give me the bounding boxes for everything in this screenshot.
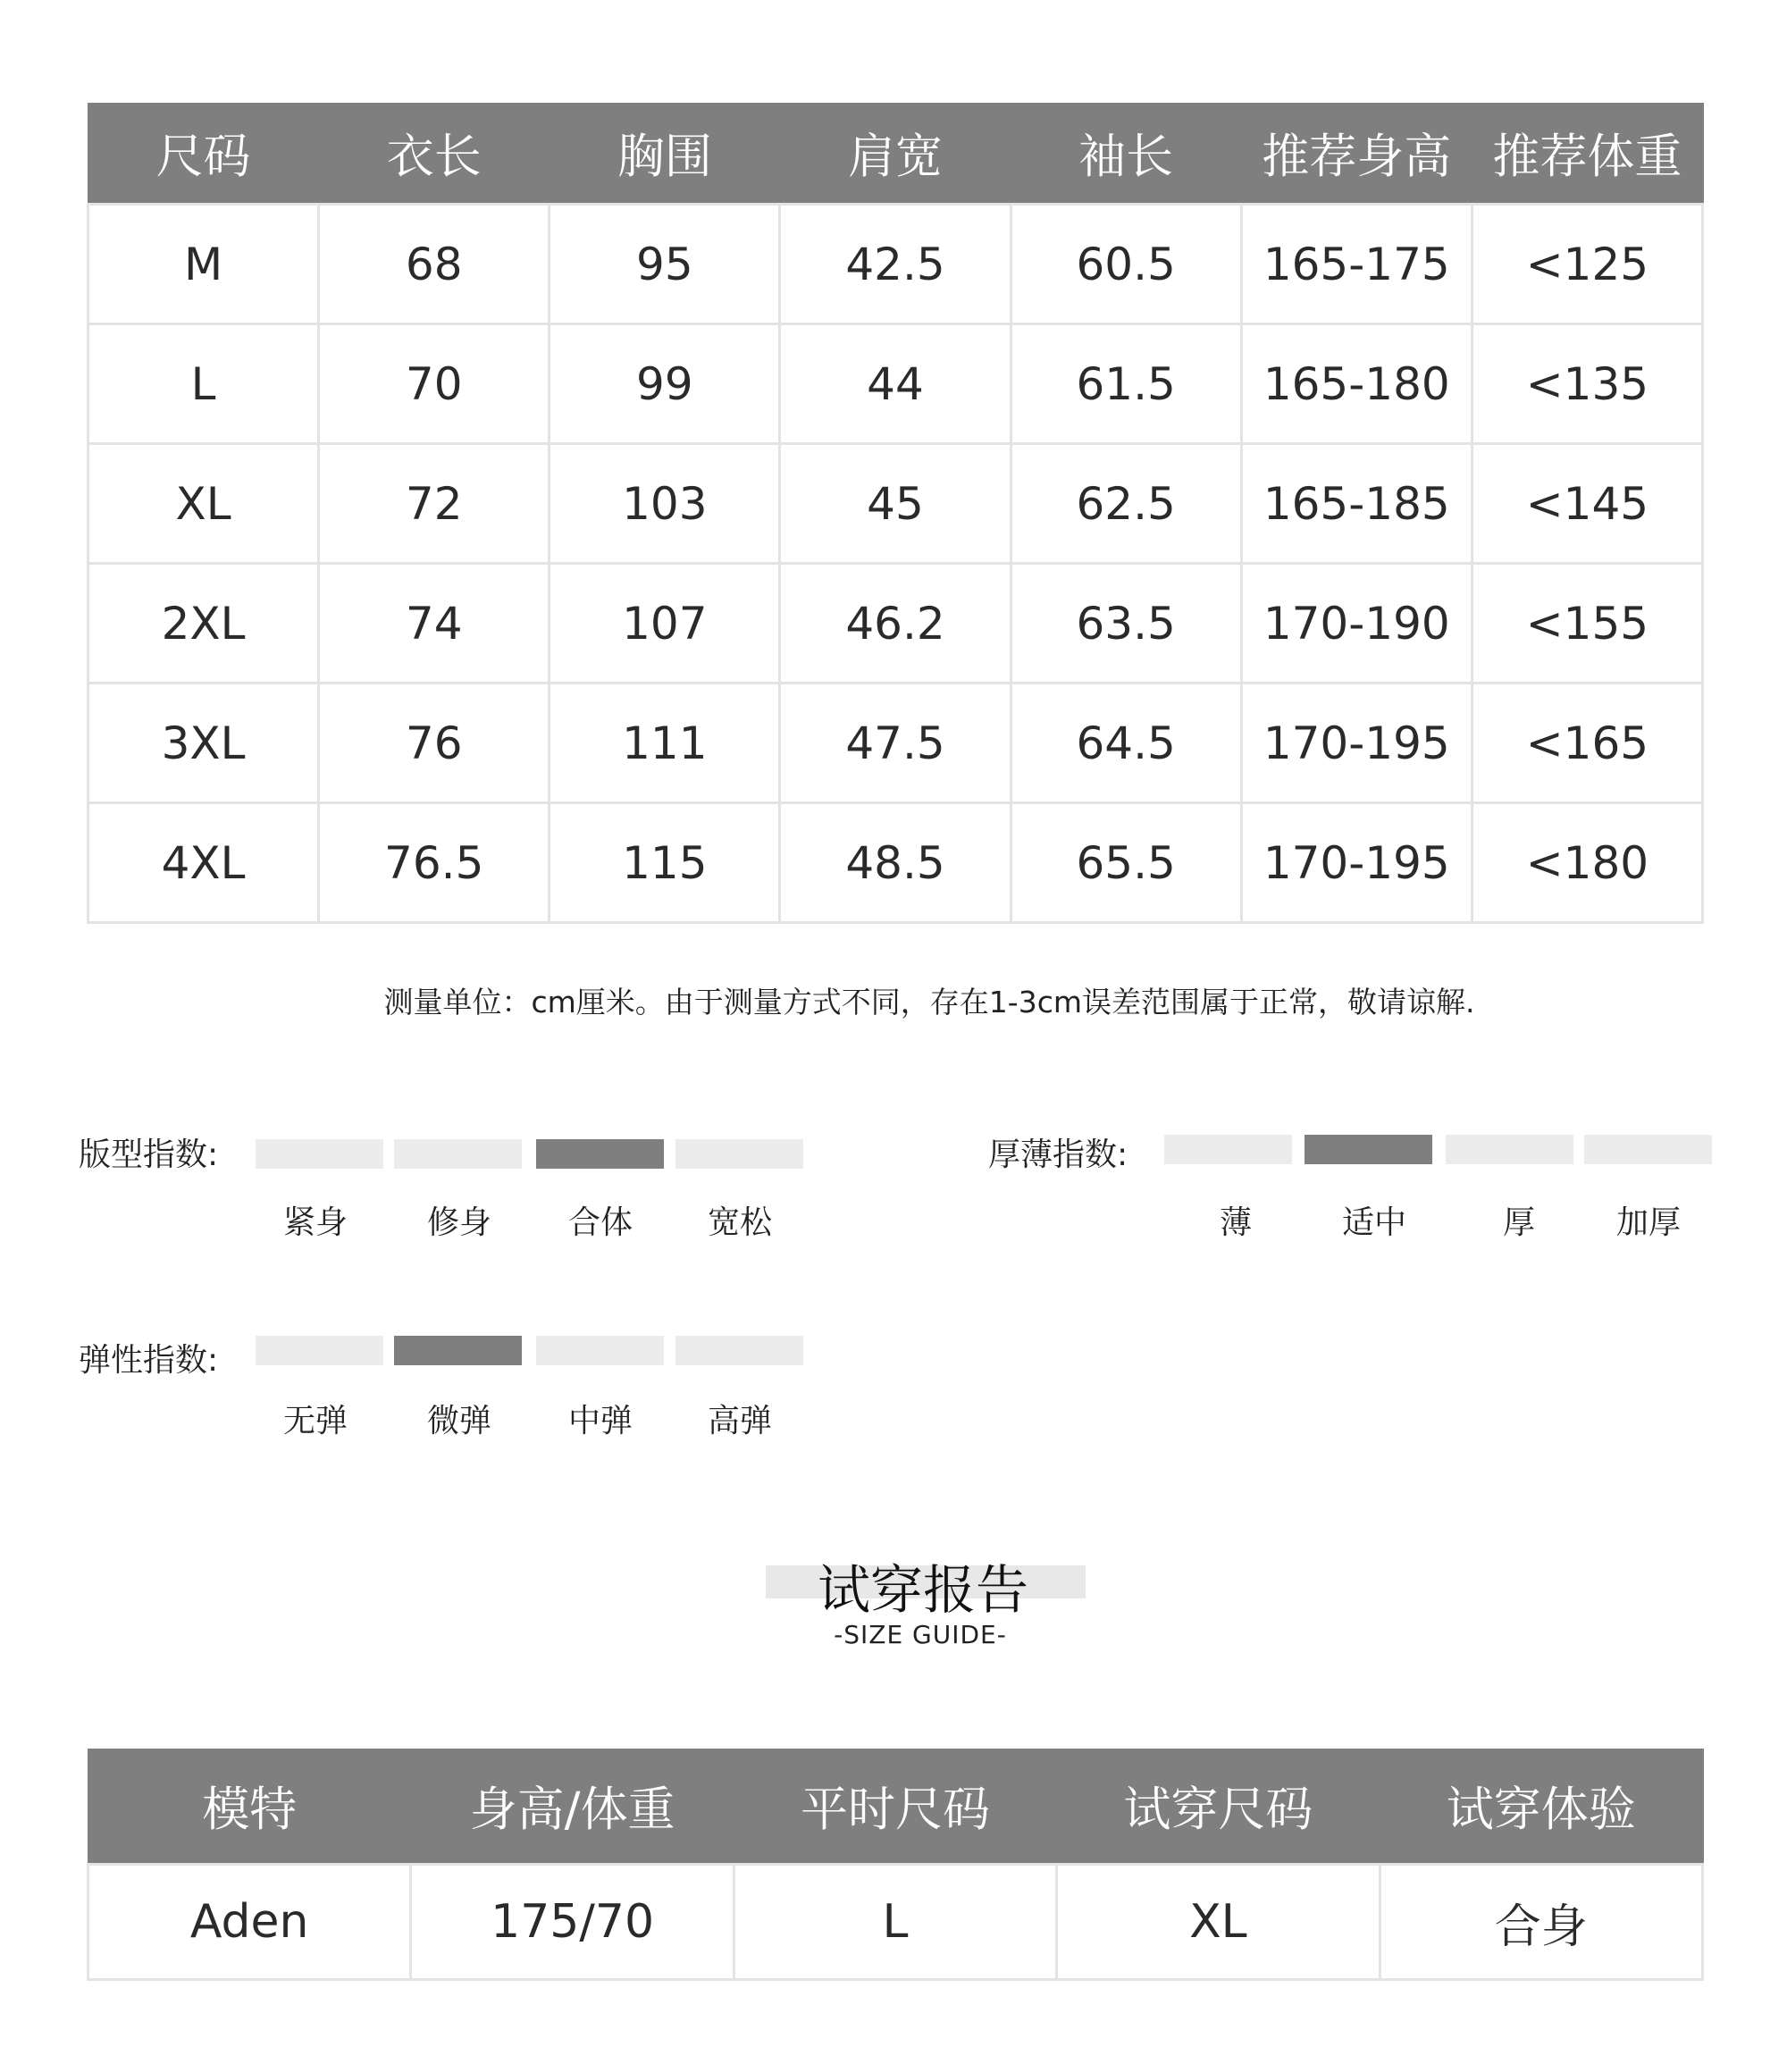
table-cell: <145 [1472,444,1702,564]
header-usual-size: 平时尺码 [734,1749,1056,1865]
table-row [88,444,1703,564]
elasticity-bar-2 [394,1336,522,1365]
model-name: Aden [88,1865,411,1980]
fit-bar-1 [256,1139,383,1169]
thickness-bar-4 [1584,1135,1712,1164]
try-on-subtitle: -SIZE GUIDE- [834,1620,1007,1649]
table-cell: L [88,324,319,444]
table-cell: <165 [1472,684,1702,803]
header-experience: 试穿体验 [1380,1749,1702,1865]
size-table-header-row [88,103,1703,205]
table-row [88,684,1703,803]
table-cell: 107 [550,564,780,684]
elasticity-index-label: 弹性指数: [79,1342,219,1379]
measurement-note: 测量单位：cm厘米。由于测量方式不同，存在1-3cm误差范围属于正常，敬请谅解. [383,985,1475,1019]
table-cell: <155 [1472,564,1702,684]
table-cell: 2XL [88,564,319,684]
table-cell: 165-180 [1241,324,1472,444]
table-cell: 165-175 [1241,205,1472,324]
table-cell: <135 [1472,324,1702,444]
table-cell: 70 [319,324,550,444]
thickness-bar-3 [1446,1135,1573,1164]
header-sleeve: 袖长 [1011,103,1241,205]
table-cell: 4XL [88,803,319,923]
header-height-weight: 身高/体重 [411,1749,734,1865]
try-on-header-row [88,1749,1703,1865]
elasticity-option-label: 中弹 [567,1403,633,1439]
table-cell: 62.5 [1011,444,1241,564]
table-cell: 74 [319,564,550,684]
table-cell: 61.5 [1011,324,1241,444]
table-cell: 95 [550,205,780,324]
fit-bar-4 [675,1139,803,1169]
table-cell: 72 [319,444,550,564]
table-cell: 111 [550,684,780,803]
table-cell: 103 [550,444,780,564]
elasticity-option-label: 微弹 [426,1403,491,1439]
table-cell: 115 [550,803,780,923]
header-length: 衣长 [319,103,550,205]
table-row [88,803,1703,923]
table-cell: 64.5 [1011,684,1241,803]
thickness-index-label: 厚薄指数: [988,1137,1128,1173]
header-chest: 胸围 [550,103,780,205]
header-rec-height: 推荐身高 [1241,103,1472,205]
header-shoulder: 肩宽 [780,103,1011,205]
thickness-option-label: 加厚 [1615,1204,1681,1241]
elasticity-option-label: 无弹 [282,1403,348,1439]
try-on-table [87,1749,1704,1981]
try-size: XL [1057,1865,1380,1980]
elasticity-option-label: 高弹 [707,1403,772,1439]
table-cell: 76.5 [319,803,550,923]
fit-option-label: 修身 [426,1204,491,1241]
thickness-option-label: 薄 [1219,1204,1252,1241]
table-cell: 46.2 [780,564,1011,684]
table-cell: 165-185 [1241,444,1472,564]
header-rec-weight: 推荐体重 [1472,103,1702,205]
elasticity-bar-4 [675,1336,803,1365]
table-cell: 76 [319,684,550,803]
table-cell: 3XL [88,684,319,803]
elasticity-bar-1 [256,1336,383,1365]
table-cell: 170-195 [1241,803,1472,923]
table-cell: XL [88,444,319,564]
table-cell: 60.5 [1011,205,1241,324]
table-row [88,324,1703,444]
table-cell: 68 [319,205,550,324]
table-cell: 44 [780,324,1011,444]
fit-option-label: 宽松 [707,1204,772,1241]
table-cell: <125 [1472,205,1702,324]
usual-size: L [734,1865,1056,1980]
fit-index-label: 版型指数: [79,1137,219,1173]
fit-option-label: 合体 [567,1204,633,1241]
table-cell: 99 [550,324,780,444]
fit-bar-3 [536,1139,664,1169]
try-experience: 合身 [1380,1865,1702,1980]
table-cell: 170-195 [1241,684,1472,803]
thickness-bar-2 [1305,1135,1432,1164]
fit-bar-2 [394,1139,522,1169]
header-model: 模特 [88,1749,411,1865]
header-size: 尺码 [88,103,319,205]
thickness-bar-1 [1164,1135,1292,1164]
size-table [87,103,1704,924]
model-height-weight: 175/70 [411,1865,734,1980]
table-cell: 42.5 [780,205,1011,324]
table-cell: 63.5 [1011,564,1241,684]
thickness-option-label: 适中 [1341,1204,1406,1241]
table-cell: <180 [1472,803,1702,923]
table-cell: 47.5 [780,684,1011,803]
table-cell: M [88,205,319,324]
try-on-title: 试穿报告 [817,1559,1028,1621]
table-row [88,1865,1703,1980]
table-cell: 45 [780,444,1011,564]
table-cell: 170-190 [1241,564,1472,684]
table-cell: 48.5 [780,803,1011,923]
table-cell: 65.5 [1011,803,1241,923]
table-row [88,564,1703,684]
header-try-size: 试穿尺码 [1057,1749,1380,1865]
elasticity-bar-3 [536,1336,664,1365]
fit-option-label: 紧身 [282,1204,348,1241]
thickness-option-label: 厚 [1502,1204,1535,1241]
table-row [88,205,1703,324]
